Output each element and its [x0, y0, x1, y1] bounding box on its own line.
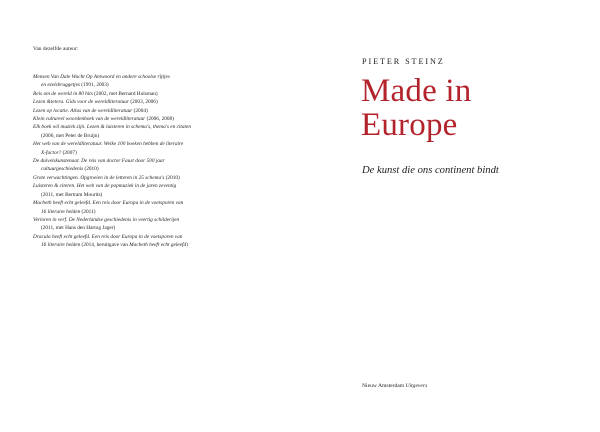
bibliography-item	[33, 157, 258, 174]
bibliography-continuation-line	[33, 241, 258, 249]
book-edition-text: (2011, met Bertram Mourits)	[41, 191, 103, 198]
book-title-text: De duivelskunstenaar. De reis van doctor Faust door 500 jaar	[33, 158, 165, 165]
bibliography-item	[33, 199, 258, 216]
bibliography-item	[33, 174, 258, 182]
book-edition-text: (2010)	[164, 174, 180, 181]
book-title-text: Luisteren & citeren. Het web van de popmuziek in de jaren zeventig	[33, 183, 177, 190]
bibliography-continuation-line	[33, 208, 258, 216]
book-title-text: Klein cultureel woordenboek van de wereldliteratuur	[33, 116, 146, 123]
bibliography-item	[33, 233, 258, 250]
bibliography-continuation-line	[33, 81, 258, 89]
bibliography-item	[33, 73, 258, 90]
book-title-text: Macbeth heeft echt geleefd	[129, 242, 187, 249]
bibliography-line	[33, 115, 258, 123]
book-edition-text: (2003, 2006)	[129, 99, 158, 106]
book-title-text: Lezen &tetera. Gids voor de wereldliteratuur	[33, 99, 130, 106]
bibliography-item	[33, 216, 258, 233]
bibliography-item	[33, 107, 258, 115]
book-title-text: Het web van de wereldliteratuur. Welke 100 boeken hebben de literaire	[33, 141, 184, 148]
bibliography-continuation-line	[33, 191, 258, 199]
publisher-name: Nieuw Amsterdam	[362, 383, 406, 389]
book-edition-text: )	[186, 242, 188, 249]
also-by-heading: Van dezelfde auteur:	[33, 46, 79, 52]
bibliography-line	[33, 174, 258, 182]
book-title-text: Macbeth heeft echt geleefd. Een reis door Europa in de voetsporen van	[33, 200, 184, 207]
book-edition-text: (2007)	[61, 149, 77, 156]
book-title-text: Grote verwachtingen. Opgroeien in de letteren in 25 schema's	[33, 174, 165, 181]
bibliography-line	[33, 157, 258, 165]
book-edition-text: (1991, 2003)	[79, 82, 109, 89]
author-name: PIETER STEINZ	[362, 57, 445, 66]
title-line-1: Made in	[361, 73, 472, 109]
bibliography-item	[33, 182, 258, 199]
bibliography-line	[33, 73, 258, 81]
bibliography-line	[33, 182, 258, 190]
bibliography-continuation-line	[33, 224, 258, 232]
book-title-text: Lezen op locatie. Atlas van de wereldliteratuur	[33, 107, 133, 114]
bibliography-item	[33, 90, 258, 98]
bibliography-line	[33, 107, 258, 115]
book-edition-text: (2006, 2008)	[145, 116, 174, 123]
bibliography-line	[33, 199, 258, 207]
bibliography-line	[33, 216, 258, 224]
book-title-text: Dracula heeft echt geleefd. Een reis door Europa in de voetsporen van	[33, 233, 183, 240]
bibliography-line	[33, 98, 258, 106]
book-subtitle: De kunst die ons continent bindt	[362, 165, 499, 176]
book-title-text: cultuurgeschiedenis	[41, 166, 84, 173]
book-title-text: Mensen Van Dale Wacht Op Antwoord en andere schoolse rijtjes	[33, 74, 170, 80]
book-title-text: 16 literaire helden	[41, 242, 81, 249]
right-page	[300, 0, 600, 432]
title-line-2: Europe	[361, 107, 458, 143]
book-edition-text: (2010)	[83, 166, 99, 173]
bibliography-item	[33, 140, 258, 157]
bibliography-continuation-line	[33, 149, 258, 157]
bibliography-list	[33, 73, 258, 250]
book-title-text: Verloren in verf. De Nederlandse geschiedenis in veertig schilderijen	[33, 216, 180, 223]
bibliography-item	[33, 98, 258, 106]
book-title-text: en ezelsbruggetjes	[41, 82, 80, 89]
book-edition-text: (2002, met Bernard Hulsman)	[92, 90, 158, 97]
book-edition-text: (2011, met Hans den Hartog Jager)	[41, 225, 116, 232]
book-edition-text: (2014, heruitgave van	[80, 242, 130, 249]
bibliography-line	[33, 140, 258, 148]
book-edition-text: (2011)	[80, 208, 96, 215]
bibliography-continuation-line	[33, 165, 258, 173]
publisher-imprint	[362, 383, 427, 389]
publisher-suffix: Uitgevers	[405, 383, 428, 389]
book-edition-text: (2006, met Peter de Bruijn)	[41, 132, 100, 139]
book-title-text: 16 literaire helden	[41, 208, 81, 215]
book-title-text: Reis om de wereld in 80 hits	[33, 90, 93, 97]
book-edition-text: (2004)	[132, 107, 148, 114]
book-title-text: Elk boek wil muziek zijn. Lezen & luisteren in schema's, thema's en citaten	[33, 124, 192, 131]
book-title	[361, 74, 471, 142]
bibliography-line	[33, 233, 258, 241]
bibliography-item	[33, 123, 258, 140]
bibliography-line	[33, 123, 258, 131]
bibliography-continuation-line	[33, 132, 258, 140]
bibliography-line	[33, 90, 258, 98]
bibliography-item	[33, 115, 258, 123]
book-title-text: X-factor?	[41, 149, 62, 156]
